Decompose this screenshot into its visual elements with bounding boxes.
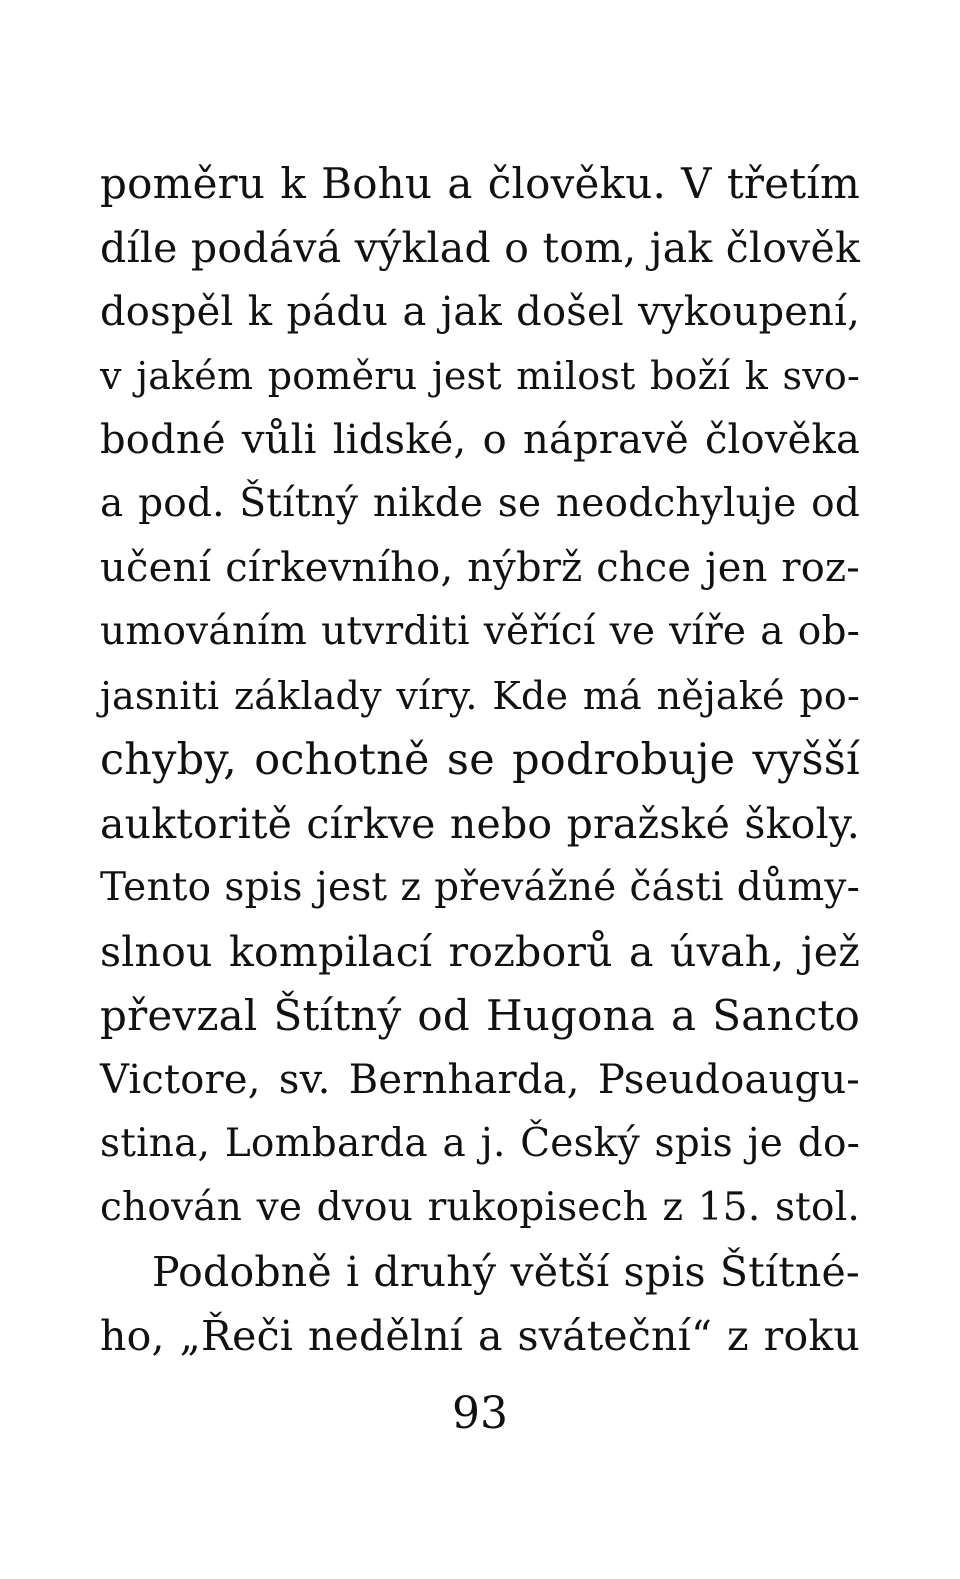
text-line: Victore, sv. Bernharda, Pseudoaugu- <box>100 1057 860 1103</box>
body-text <box>100 152 860 1368</box>
text-line: chován ve dvou rukopisech z 15. stol. <box>100 1185 860 1230</box>
text-line: díle podává výklad o tom, jak člověk <box>100 224 860 272</box>
paragraph-start-line: Podobně i druhý větší spis Štítné- <box>152 1248 860 1296</box>
text-line: ho, „Řeči nedělní a sváteční“ z roku <box>100 1312 860 1360</box>
text-line: převzal Štítný od Hugona a Sancto <box>100 991 860 1040</box>
text-line: v jakém poměru jest milost boží k svo- <box>100 354 860 398</box>
text-line: slnou kompilací rozborů a úvah, jež <box>100 928 860 976</box>
text-line: jasniti základy víry. Kde má nějaké po- <box>100 674 860 718</box>
page-number: 93 <box>452 1388 508 1439</box>
text-line: umováním utvrditi věřící ve víře a ob- <box>100 609 860 654</box>
text-line: dospěl k pádu a jak došel vykoupení, <box>100 289 860 335</box>
text-line: bodné vůli lidské, o nápravě člověka <box>100 417 860 463</box>
text-line: Tento spis jest z převážné části důmy- <box>100 865 860 910</box>
text-line: učení církevního, nýbrž chce jen roz- <box>100 545 860 591</box>
text-line: chyby, ochotně se podrobuje vyšší <box>100 735 860 785</box>
text-line: poměru k Bohu a člověku. V třetím <box>100 159 860 208</box>
text-line: stina, Lombarda a j. Český spis je do- <box>100 1121 860 1166</box>
text-line: auktoritě církve nebo pražské školy. <box>100 800 860 848</box>
text-line: a pod. Štítný nikde se neodchyluje od <box>100 481 860 526</box>
